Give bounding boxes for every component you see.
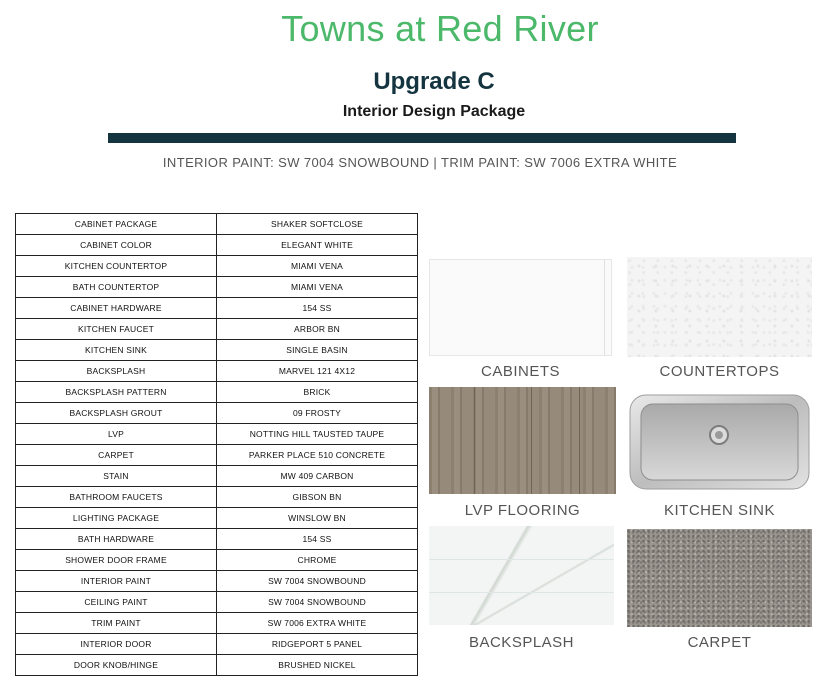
spec-row (16, 382, 418, 403)
package-subtitle: Interior Design Package (342, 103, 526, 120)
spec-row (16, 508, 418, 529)
spec-label: INTERIOR DOOR (16, 634, 217, 655)
spec-value: SW 7006 EXTRA WHITE (217, 613, 418, 634)
spec-label: BATH COUNTERTOP (16, 277, 217, 298)
cabinets-swatch (429, 259, 612, 356)
spec-value: SW 7004 SNOWBOUND (217, 592, 418, 613)
lvp-flooring-caption: LVP FLOORING (464, 502, 581, 519)
spec-label: CEILING PAINT (16, 592, 217, 613)
spec-value: WINSLOW BN (217, 508, 418, 529)
backsplash-caption: BACKSPLASH (468, 634, 575, 651)
carpet-caption: CARPET (687, 634, 752, 651)
spec-row (16, 277, 418, 298)
spec-table (15, 213, 418, 676)
spec-value: 154 SS (217, 298, 418, 319)
spec-label: CABINET PACKAGE (16, 214, 217, 235)
spec-label: KITCHEN COUNTERTOP (16, 256, 217, 277)
spec-value: CHROME (217, 550, 418, 571)
spec-value: NOTTING HILL TAUSTED TAUPE (217, 424, 418, 445)
spec-label: CABINET HARDWARE (16, 298, 217, 319)
cabinets-caption: CABINETS (480, 363, 560, 380)
lvp-flooring-swatch (429, 387, 616, 494)
plank-seam (474, 387, 475, 494)
spec-value: RIDGEPORT 5 PANEL (217, 634, 418, 655)
spec-value: BRICK (217, 382, 418, 403)
kitchen-sink-caption: KITCHEN SINK (663, 502, 775, 519)
spec-value: MW 409 CARBON (217, 466, 418, 487)
spec-label: LVP (16, 424, 217, 445)
community-title: Towns at Red River (281, 8, 599, 49)
spec-value: ARBOR BN (217, 319, 418, 340)
countertops-swatch (627, 257, 812, 357)
spec-row (16, 256, 418, 277)
spec-value: 154 SS (217, 529, 418, 550)
paint-summary: INTERIOR PAINT: SW 7004 SNOWBOUND | TRIM PAINT: SW 7006 EXTRA WHITE (162, 155, 678, 170)
package-name: Upgrade C (373, 68, 495, 95)
spec-row (16, 550, 418, 571)
spec-row (16, 235, 418, 256)
spec-value: SW 7004 SNOWBOUND (217, 571, 418, 592)
spec-row (16, 571, 418, 592)
plank-seam (579, 387, 580, 494)
header-divider (108, 133, 736, 143)
spec-row (16, 655, 418, 676)
spec-value: GIBSON BN (217, 487, 418, 508)
spec-label: CARPET (16, 445, 217, 466)
backsplash-swatch (429, 526, 614, 625)
spec-label: SHOWER DOOR FRAME (16, 550, 217, 571)
spec-value: MARVEL 121 4X12 (217, 361, 418, 382)
cabinet-stile (604, 260, 605, 355)
spec-label: BACKSPLASH PATTERN (16, 382, 217, 403)
kitchen-sink-swatch (627, 391, 812, 493)
spec-row (16, 361, 418, 382)
spec-value: MIAMI VENA (217, 256, 418, 277)
spec-row (16, 466, 418, 487)
spec-row (16, 529, 418, 550)
plank-seam (531, 387, 532, 494)
spec-label: KITCHEN SINK (16, 340, 217, 361)
spec-label: LIGHTING PACKAGE (16, 508, 217, 529)
carpet-swatch (627, 529, 812, 627)
spec-row (16, 298, 418, 319)
spec-value: BRUSHED NICKEL (217, 655, 418, 676)
spec-value: PARKER PLACE 510 CONCRETE (217, 445, 418, 466)
spec-row (16, 319, 418, 340)
spec-row (16, 403, 418, 424)
spec-value: ELEGANT WHITE (217, 235, 418, 256)
spec-label: STAIN (16, 466, 217, 487)
spec-value: 09 FROSTY (217, 403, 418, 424)
spec-row (16, 214, 418, 235)
countertops-caption: COUNTERTOPS (659, 363, 780, 380)
spec-label: KITCHEN FAUCET (16, 319, 217, 340)
spec-label: INTERIOR PAINT (16, 571, 217, 592)
spec-row (16, 613, 418, 634)
spec-label: TRIM PAINT (16, 613, 217, 634)
spec-label: BACKSPLASH (16, 361, 217, 382)
spec-label: BATH HARDWARE (16, 529, 217, 550)
spec-value: SINGLE BASIN (217, 340, 418, 361)
spec-row (16, 592, 418, 613)
spec-label: CABINET COLOR (16, 235, 217, 256)
spec-value: MIAMI VENA (217, 277, 418, 298)
spec-value: SHAKER SOFTCLOSE (217, 214, 418, 235)
spec-row (16, 340, 418, 361)
spec-label: BACKSPLASH GROUT (16, 403, 217, 424)
spec-label: DOOR KNOB/HINGE (16, 655, 217, 676)
spec-row (16, 634, 418, 655)
spec-row (16, 487, 418, 508)
spec-label: BATHROOM FAUCETS (16, 487, 217, 508)
spec-row (16, 445, 418, 466)
spec-row (16, 424, 418, 445)
